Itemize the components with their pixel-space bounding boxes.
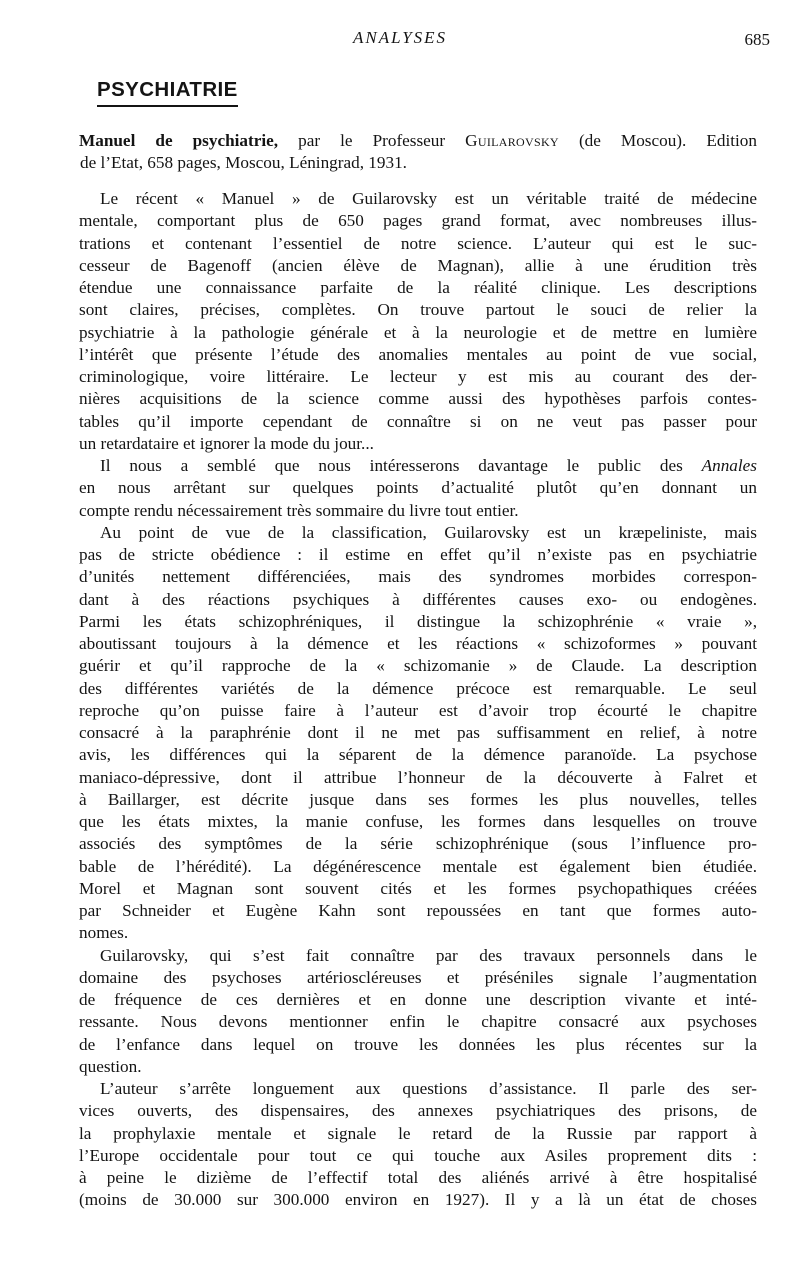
- citation-line-1: [79, 130, 757, 152]
- text-line: sont claires, précises, complètes. On trouve partout le souci de relier la: [79, 300, 757, 320]
- text-line: à Baillarger, est décrite jusque dans ses formes les plus nouvelles, telles: [79, 789, 757, 809]
- text-line: compte rendu nécessairement très sommaire du livre tout entier.: [79, 500, 519, 520]
- paragraph: [79, 945, 757, 1079]
- text-line: Morel et Magnan sont souvent cités et les formes psychopathiques créées: [79, 878, 757, 898]
- text-line: étendue une connaissance parfaite de la réalité clinique. Les descriptions: [79, 278, 757, 297]
- citation-line-2: de l’Etat, 658 pages, Moscou, Léningrad, 1931.: [80, 153, 407, 172]
- text-line: mentale, comportant plus de 650 pages grand format, avec nombreuses illus-: [79, 211, 757, 231]
- text-line: avis, les différences qui la séparent de la démence paranoïde. La psychose: [79, 745, 757, 765]
- paragraph: [79, 188, 757, 455]
- text-line: question.: [79, 1056, 142, 1076]
- text-line: Parmi les états schizophréniques, il distingue la schizophrénie « vraie »,: [79, 611, 757, 631]
- text-line: cesseur de Bagenoff (ancien élève de Magnan), allie à une érudition très: [79, 255, 757, 275]
- text-fragment: Il nous a semblé que nous intéresserons davantage le public des: [100, 456, 702, 475]
- text-line: criminologique, voire littéraire. Le lecteur y est mis au courant des der-: [79, 367, 757, 386]
- text-line: pas de stricte obédience : il estime en effet qu’il n’existe pas en psychiatrie: [79, 545, 757, 564]
- book-title: Manuel de psychiatrie,: [79, 131, 279, 150]
- text-line: en nous arrêtant sur quelques points d’actualité plutôt qu’en donnant un: [79, 478, 757, 498]
- text-line: trations et contenant l’essentiel de notre science. L’auteur qui est le suc-: [79, 233, 757, 253]
- text-line: Guilarovsky, qui s’est fait connaître par des travaux personnels dans le: [100, 945, 757, 965]
- citation-line-1-rest: (de Moscou). Edition: [558, 131, 757, 150]
- text-line: Au point de vue de la classification, Guilarovsky est un kræpeliniste, mais: [100, 522, 757, 542]
- paragraph: [79, 455, 757, 522]
- citation-by: par le Professeur: [278, 131, 466, 150]
- text-line: la prophylaxie mentale et signale le retard de la Russie par rapport à: [79, 1123, 757, 1143]
- text-line: à peine le dizième de l’effectif total des aliénés arrivé à être hospitalisé: [79, 1168, 757, 1187]
- text-line: associés des symptômes de la série schizophrénique (sous l’influence pro-: [79, 834, 757, 854]
- text-line: d’unités nettement différenciées, mais des syndromes morbides correspon-: [79, 567, 757, 587]
- text-line: tables qu’il importe cependant de connaître si on ne veut pas passer pour: [79, 411, 757, 431]
- author-name: Guilarovsky: [465, 131, 559, 150]
- text-line: consacré à la paraphrénie dont il ne met pas suffisamment en relief, à notre: [79, 723, 757, 742]
- text-line: Le récent « Manuel » de Guilarovsky est un véritable traité de médecine: [100, 189, 757, 208]
- text-line: (moins de 30.000 sur 300.000 environ en 1927). Il y a là un état de choses: [79, 1190, 757, 1210]
- review-body: [79, 188, 757, 1212]
- text-line: vices ouverts, des dispensaires, des annexes psychiatriques des prisons, de: [79, 1101, 757, 1121]
- text-line: des différentes variétés de la démence précoce est remarquable. Le seul: [79, 678, 757, 698]
- text-line: maniaco-dépressive, dont il attribue l’honneur de la découverte à Falret et: [79, 767, 757, 787]
- text-line: nières acquisitions de la science comme aussi des hypothèses parfois contes-: [79, 389, 757, 409]
- text-line: l’Europe occidentale pour tout ce qui touche aux Asiles proprement dits :: [79, 1145, 757, 1165]
- text-line: aboutissant toujours à la démence et les réactions « schizoformes » pouvant: [79, 634, 757, 653]
- text-line: domaine des psychoses artérioscléreuses et préséniles signale l’augmentation: [79, 967, 757, 987]
- text-line: reproche qu’on puisse faire à l’auteur est d’avoir trop écourté le chapitre: [79, 700, 757, 720]
- running-head: ANALYSES: [352, 28, 448, 47]
- section-title: PSYCHIATRIE: [97, 78, 238, 107]
- text-line: l’intérêt que présente l’étude des anomalies mentales au point de vue social,: [79, 344, 757, 364]
- text-line: de l’enfance dans lequel on trouve les données les plus récentes sur la: [79, 1034, 757, 1054]
- text-line: que les états mixtes, la manie confuse, les formes dans lesquelles on trouve: [79, 812, 757, 831]
- text-line: bable de l’hérédité). La dégénérescence mentale est également bien étudiée.: [79, 856, 757, 876]
- paragraph: [79, 522, 757, 945]
- text-line: guérir et qu’il rapproche de la « schizomanie » de Claude. La description: [79, 656, 757, 676]
- text-line: dant à des réactions psychiques à différentes causes exo- ou endogènes.: [79, 589, 757, 609]
- text-line: psychiatrie à la pathologie générale et à la neurologie et de mettre en lumière: [79, 322, 757, 342]
- text-line: [79, 455, 757, 477]
- text-line: ressante. Nous devons mentionner enfin le chapitre consacré aux psychoses: [79, 1012, 757, 1032]
- text-line: nomes.: [79, 923, 129, 943]
- text-line: L’auteur s’arrête longuement aux questions d’assistance. Il parle des ser-: [100, 1079, 757, 1098]
- paragraph: [79, 1078, 757, 1212]
- page-number: 685: [744, 30, 770, 49]
- text-line: par Schneider et Eugène Kahn sont repoussées en tant que formes auto-: [79, 901, 757, 920]
- text-line: de fréquence de ces dernières et en donne une description vivante et inté-: [79, 990, 757, 1009]
- journal-title: Annales: [701, 456, 757, 475]
- text-line: un retardataire et ignorer la mode du jour...: [79, 433, 374, 453]
- book-citation: [79, 130, 757, 174]
